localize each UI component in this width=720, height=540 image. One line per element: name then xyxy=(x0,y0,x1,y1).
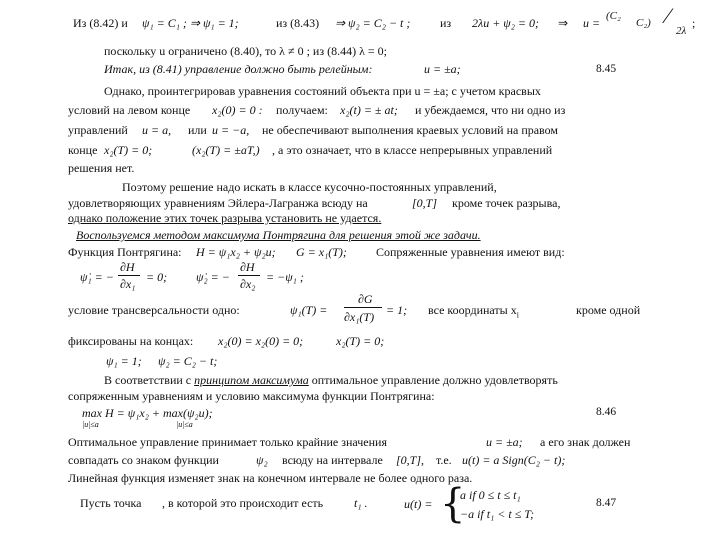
formula-psi1-T: ψ₁(T) = xyxy=(290,303,328,317)
max-principle-rest: оптимальное управление должно удовлетворять xyxy=(311,373,558,387)
fraction-bar-3 xyxy=(344,307,382,308)
para-1-line-5: решения нет. xyxy=(68,161,135,175)
transversality-except: кроме одной xyxy=(576,303,641,317)
formula-u-num: (C₂ xyxy=(606,10,621,22)
transversality-label: условие трансверсальности одно: xyxy=(68,303,240,317)
frac-dH-num-1: ∂H xyxy=(120,260,135,274)
equation-number-845: 8.45 xyxy=(596,63,617,75)
formula-x2-aT: (x₂(T) = ±aT,) xyxy=(192,143,260,157)
text-line-1e: из xyxy=(440,16,452,30)
formula-u-extreme: u = ±a; xyxy=(486,435,523,449)
formula-u-piecewise: u(t) = xyxy=(404,497,433,511)
formula-u-a: u = a, xyxy=(142,123,172,137)
para-1-line-3c: или xyxy=(188,123,207,137)
formula-psi2: ⇒ ψ₂ = C₂ − t ; xyxy=(335,16,411,30)
text-line-1a: Из (8.42) и xyxy=(73,16,128,30)
para-2-line-2a: удовлетворяющих уравнениям Эйлера-Лагранжа всюду на xyxy=(68,196,368,210)
optimal-line-1c: а его знак должен xyxy=(540,435,631,449)
para-1-line-4a: конце xyxy=(68,143,98,157)
formula-u-sign: u(t) = a Sign(C₂ − t); xyxy=(462,453,566,467)
formula-psi1-T-rhs: = 1; xyxy=(386,303,408,317)
formula-relay: u = ±a; xyxy=(424,62,461,76)
coords-subscript: i xyxy=(516,310,519,320)
piecewise-case-2: −a if t₁ < t ≤ T; xyxy=(460,507,535,521)
adjoint-heading: Сопряженные уравнения имеют вид: xyxy=(376,245,565,259)
formula-t1: t₁ . xyxy=(354,496,368,510)
frac-dH-den-2: ∂x₂ xyxy=(240,277,256,291)
piecewise-case-1: a if 0 ≤ t ≤ t₁ xyxy=(460,488,521,502)
max-principle-intro: В соответствии с xyxy=(104,373,192,387)
para-1-line-4d: , а это означает, что в классе непрерывных управлений xyxy=(272,143,553,157)
para-2-line-2c: кроме точек разрыва, xyxy=(452,196,561,210)
formula-interval: [0,T] xyxy=(412,196,438,210)
optimal-line-2a: совпадать со знаком функции xyxy=(68,453,219,467)
max-subscript-2: |u|≤a xyxy=(176,420,193,429)
para-1-line-2e: и убеждаемся, что ни одно из xyxy=(415,103,566,117)
formula-psi2-solution: ψ₂ = C₂ − t; xyxy=(158,354,218,368)
switch-line-a: Пусть точка xyxy=(80,496,142,510)
equation-number-847: 8.47 xyxy=(596,497,617,509)
frac-dG-den: ∂x₁(T) xyxy=(344,310,375,324)
formula-max-H: max H = ψ₁x₂ + max(ψ₂u); xyxy=(82,406,213,420)
formula-lambda-u: 2λu + ψ₂ = 0; xyxy=(472,16,540,30)
equation-number-846: 8.46 xyxy=(596,406,617,418)
implies-arrow: ⇒ xyxy=(558,16,569,30)
formula-u-minus: C₂) xyxy=(636,17,651,29)
fraction-bar-1 xyxy=(118,275,140,276)
formula-u-minus-a: u = −a, xyxy=(212,123,250,137)
para-1-line-2c: получаем: xyxy=(276,103,328,117)
optimal-line-2e: т.е. xyxy=(436,453,452,467)
frac-dH-den-1: ∂x₁ xyxy=(120,277,136,291)
frac-dH-num-2: ∂H xyxy=(240,260,255,274)
coords-text: все координаты x xyxy=(428,303,517,317)
formula-psi1: ψ₁ = C₁ ; ⇒ ψ₁ = 1; xyxy=(142,16,239,30)
text-line-3a: Итак, из (8.41) управление должно быть релейным: xyxy=(104,62,373,76)
optimal-line-3: Линейная функция изменяет знак на конечном интервале не более одного раза. xyxy=(68,471,473,485)
fixed-label: фиксированы на концах: xyxy=(68,334,194,348)
formula-psi1-solution: ψ₁ = 1; xyxy=(106,354,142,368)
formula-hamiltonian: H = ψ₁x₂ + ψ₂u; xyxy=(196,245,276,259)
slash-mark: ⁄ xyxy=(666,3,670,28)
formula-x2-0: x₂(0) = 0 : xyxy=(212,103,263,117)
formula-u-den: 2λ xyxy=(676,25,687,37)
optimal-line-1a: Оптимальное управление принимает только крайние значения xyxy=(68,435,387,449)
transversality-coordinates xyxy=(428,303,519,322)
optimal-line-2c: всюду на интервале xyxy=(282,453,383,467)
pontryagin-label: Функция Понтрягина: xyxy=(68,245,182,259)
formula-psi1-dot: ψ̇₁ = − xyxy=(80,270,114,284)
piecewise-brace: { xyxy=(440,481,466,527)
formula-interval-0T: [0,T], xyxy=(396,453,425,467)
switch-line-b: , в которой это происходит есть xyxy=(162,496,324,510)
formula-psi2-dot: ψ̇₂ = − xyxy=(196,270,230,284)
formula-u-lhs: u = xyxy=(583,16,601,30)
formula-psi1-dot-rhs: = 0; xyxy=(146,270,168,284)
formula-x2-at: x₂(t) = ± at; xyxy=(340,103,398,117)
para-1-line-1: Однако, проинтегрировав уравнения состояний объекта при u = ±a; с учетом красвых xyxy=(104,84,541,98)
formula-psi2-dot-rhs: = −ψ₁ ; xyxy=(266,270,304,284)
text-line-2: поскольку u ограничено (8.40), то λ ≠ 0 ; из (8.44) λ = 0; xyxy=(104,44,387,58)
frac-dG-num: ∂G xyxy=(358,292,373,306)
formula-terminal-cost: G = x₁(T); xyxy=(296,245,347,259)
fraction-bar-2 xyxy=(238,275,260,276)
max-principle-line-1a xyxy=(104,373,558,387)
max-subscript-1: |u|≤a xyxy=(82,420,99,429)
formula-fixed-T: x₂(T) = 0; xyxy=(336,334,385,348)
formula-u-end: ; xyxy=(692,16,696,30)
text-line-1c: из (8.43) xyxy=(276,16,320,30)
formula-fixed-0: x₂(0) = x₂(0) = 0; xyxy=(218,334,304,348)
para-2-line-1: Поэтому решение надо искать в классе кусочно-постоянных управлений, xyxy=(122,180,497,194)
para-2-line-3: однако положение этих точек разрыва установить не удается. xyxy=(68,211,382,225)
para-1-line-2a: условий на левом конце xyxy=(68,103,191,117)
formula-x2-T: x₂(T) = 0; xyxy=(104,143,153,157)
para-1-line-3e: не обеспечивают выполнения краевых условий на правом xyxy=(262,123,559,137)
max-principle-line-2: сопряженным уравнениям и условию максимума функции Понтрягина: xyxy=(68,389,435,403)
formula-psi2-sign: ψ₂ xyxy=(256,453,268,467)
para-1-line-3a: управлений xyxy=(68,123,128,137)
method-heading: Воспользуемся методом максимума Понтрягина для решения этой же задачи. xyxy=(76,228,481,242)
max-principle-term: принципом максимума xyxy=(194,373,309,387)
